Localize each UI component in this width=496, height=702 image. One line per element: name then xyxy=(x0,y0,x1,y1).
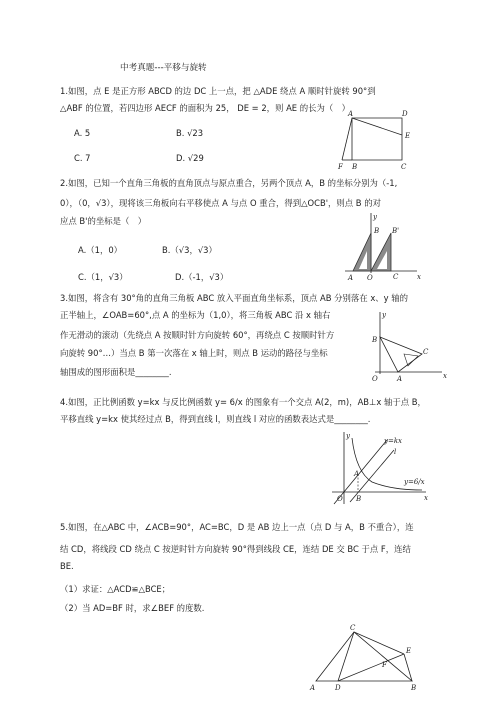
q1-option-a: A. 5 xyxy=(74,128,91,138)
q5-line1: 5.如图，在△ABC 中，∠ACB=90°，AC=BC，D 是 AB 边上一点（点 D 与 A，B 不重合），连 xyxy=(60,522,414,532)
q3-label-a: A xyxy=(397,375,403,383)
q5-label-b: B xyxy=(411,684,417,692)
q2-line2: 0），（0，√3），现将该三角板向右平移使点 A 与点 O 重合，得到△OCB'，则点 B 的对 xyxy=(60,198,381,208)
q3-line1: 3.如图，将含有 30°角的直角三角板 ABC 放入平面直角坐标系，顶点 AB 分别落在 x、y 轴的 xyxy=(60,293,409,303)
q1-option-c: C. 7 xyxy=(74,153,91,163)
q1-label-e: E xyxy=(405,132,411,140)
q1-label-d: D xyxy=(402,110,408,118)
q5-label-d: D xyxy=(335,684,341,692)
q1-line1: 1.如图，点 E 是正方形 ABCD 的边 DC 上一点，把 △ADE 绕点 A 顺时针旋转 90°到 xyxy=(60,86,376,96)
q4-label-ykx: y=kx xyxy=(384,437,403,445)
q4-figure xyxy=(332,432,432,507)
q3-label-b: B xyxy=(372,336,378,344)
q2-label-x: x xyxy=(417,273,421,281)
q1-option-b: B. √23 xyxy=(176,128,204,138)
q3-line5: 轴围成的图形面积是________. xyxy=(60,367,172,377)
q2-line3: 应点 B'的坐标是（ ） xyxy=(60,216,147,226)
q5-line3: BE. xyxy=(60,561,74,571)
q5-line2: 结 CD，将线段 CD 绕点 C 按逆时针方向旋转 90°得到线段 CE，连结 DE 交 BC 于点 F，连结 xyxy=(60,544,411,554)
q3-line4: 向旋转 90°…）当点 B 第一次落在 x 轴上时，则点 B 运动的路径与坐标 xyxy=(60,348,328,358)
q4-label-y: y xyxy=(346,432,350,440)
q2-label-a: A xyxy=(348,274,354,282)
q4-line2: 平移直线 y=kx 使其经过点 B，得到直线 l，则直线 l 对应的函数表达式是________. xyxy=(60,414,371,424)
q2-label-b: B xyxy=(374,227,380,235)
q1-line2: △ABF 的位置，若四边形 AECF 的面积为 25， DE = 2，则 AE 的长为（ ） xyxy=(60,103,351,113)
q2-line1: 2.如图，已知一个直角三角板的直角顶点与原点重合，另两个顶点 A，B 的坐标分别为（-1, xyxy=(60,178,398,188)
q4-label-a: A xyxy=(354,470,360,478)
q2-label-c: C xyxy=(393,273,399,281)
q5-part1: （1）求证：△ACD≌△BCE； xyxy=(60,584,171,594)
page-title: 中考真题---平移与旋转 xyxy=(120,63,207,73)
q5-label-c: C xyxy=(350,624,356,632)
q5-label-a: A xyxy=(310,684,316,692)
q2-option-b: B.（√3，√3） xyxy=(162,245,217,255)
q1-label-b: B xyxy=(352,163,358,171)
q4-label-x: x xyxy=(424,494,428,502)
q1-label-a: A xyxy=(348,110,354,118)
q2-figure xyxy=(345,213,425,283)
q4-label-o: O xyxy=(337,495,343,503)
q5-part2: （2）当 AD=BF 时，求∠BEF 的度数. xyxy=(60,603,205,613)
q2-label-b-prime: B' xyxy=(392,227,400,235)
q1-label-c: C xyxy=(401,163,407,171)
q3-line2: 正半轴上，∠OAB=60°,点 A 的坐标为（1,0），将三角板 ABC 沿 x 轴右 xyxy=(60,310,331,320)
q5-label-e: E xyxy=(406,647,412,655)
q2-label-y: y xyxy=(373,213,377,221)
q4-label-y6x: y=6/x xyxy=(404,478,425,486)
q5-label-f: F xyxy=(382,661,387,669)
q2-label-o: O xyxy=(367,274,373,282)
q3-line3: 作无滑动的滚动（先绕点 A 按顺时针方向旋转 60°，再绕点 C 按顺时针方 xyxy=(60,330,335,340)
q1-option-d: D. √29 xyxy=(176,153,204,163)
q3-label-c: C xyxy=(423,348,429,356)
q4-line1: 4.如图，正比例函数 y=kx 与反比例函数 y= 6/x 的图象有一个交点 A(2，m)，AB⊥x 轴于点 B， xyxy=(60,397,426,407)
q3-label-o: O xyxy=(372,375,378,383)
q1-label-f: F xyxy=(338,163,343,171)
q2-option-d: D.（-1，√3） xyxy=(175,272,229,282)
q3-label-y: y xyxy=(382,311,386,319)
q3-figure xyxy=(370,312,450,384)
q4-label-b: B xyxy=(356,495,362,503)
q2-option-c: C.（1，√3） xyxy=(78,272,128,282)
q2-option-a: A.（1，0） xyxy=(78,245,123,255)
q4-label-l: l xyxy=(394,448,397,456)
q5-figure xyxy=(310,624,424,697)
q1-figure xyxy=(338,110,442,173)
q3-label-x: x xyxy=(443,372,447,380)
